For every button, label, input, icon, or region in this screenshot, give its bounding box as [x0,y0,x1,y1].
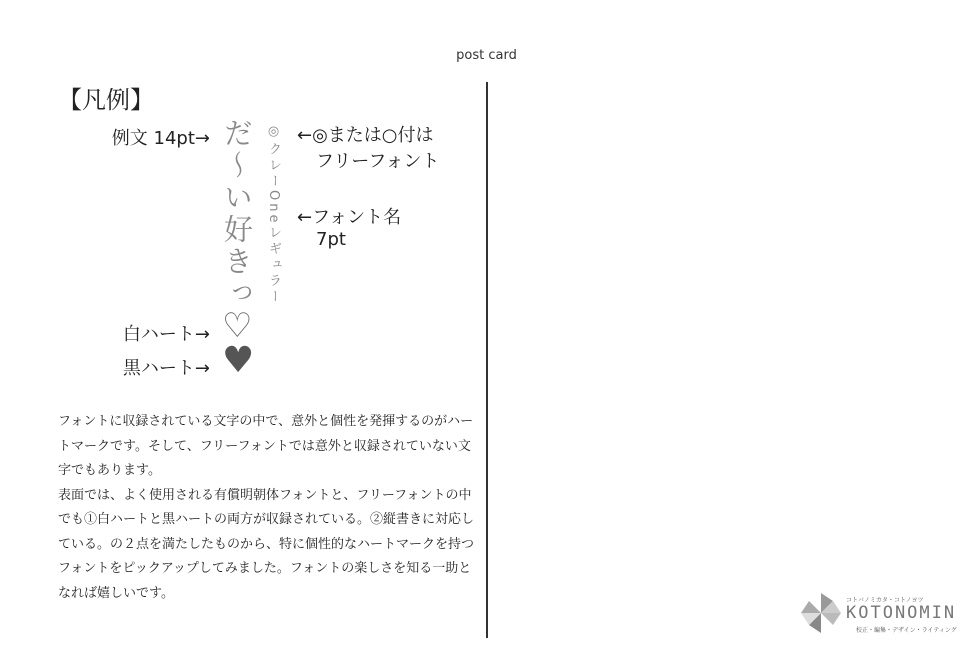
description-paragraph-1: フォントに収録されている文字の中で、意外と個性を発揮するのがハートマークです。そして、フリーフォントでは意外と収録されていない文字でもあります。 [58,414,474,478]
black-heart-icon: ♥ [222,340,255,381]
logo-tagline-top: コトバノミカタ・コトノヨツ [846,597,924,604]
kotonomin-logo [800,590,957,636]
example-size-label: 例文 14pt→ [111,128,210,149]
font-name-vertical: ◎クレーOneレギュラー [266,124,281,306]
white-heart-icon: ♡ [222,306,253,346]
free-font-note-line2: フリーフォント [316,151,440,172]
description-paragraph-2: 表面では、よく使用される有償明朝体フォントと、フリーフォントの中でも①白ハートと黒ハートの両方が収録されている。②縦書きに対応している。の２点を満たしたものから、特に個性的なハートマークを持つフォントをピックアップしてみました。フォントの楽しさを知る一助となれば嬉しいです。 [58,487,475,601]
sample-text-vertical: だ〜い好きっ [220,118,254,310]
free-font-note-line1: ←◎または○付は [297,125,434,146]
black-heart-label: 黒ハート→ [122,358,210,379]
logo-name: KOTONOMIN [846,603,957,623]
pinwheel-logo-icon [800,592,842,634]
page-header: post card [456,48,517,63]
white-heart-label: 白ハート→ [122,324,210,345]
font-name-note-line2: 7pt [316,229,346,250]
description-text [58,410,478,606]
font-name-note-line1: ←フォント名 [297,207,402,228]
legend-title: 【凡例】 [58,86,154,114]
center-divider [486,82,488,638]
logo-tagline-bottom: 校正・編集・デザイン・ライティング [856,627,957,634]
